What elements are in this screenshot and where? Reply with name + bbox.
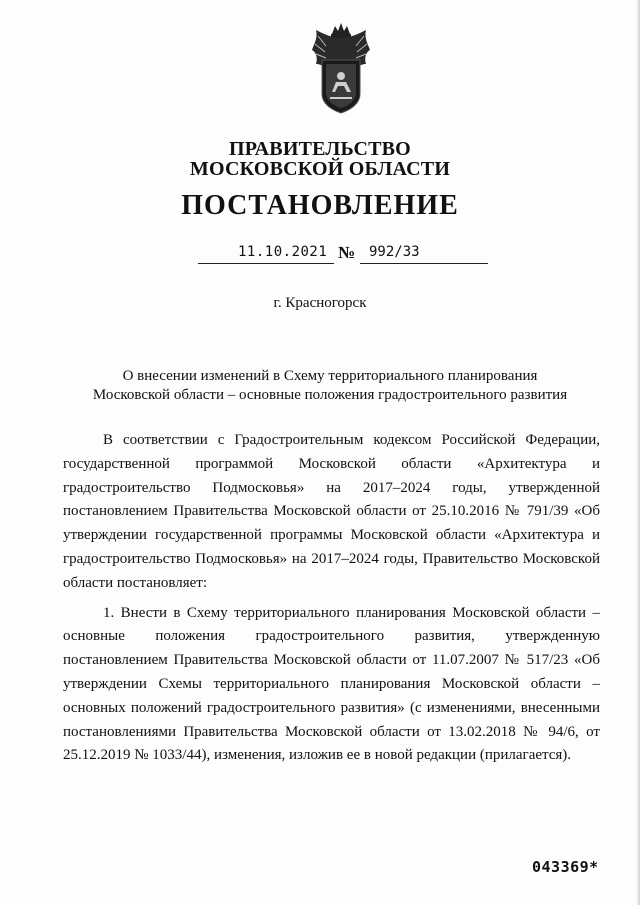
subject-line2: Московской области – основные положения градостроительного развития <box>92 387 568 403</box>
registration-row <box>198 244 488 268</box>
coat-of-arms-icon <box>304 20 378 116</box>
document-subject <box>60 367 600 405</box>
body-paragraph-2: 1. Внести в Схему территориального планирования Московской области – основные положения градостроительного развития, утвержденную постановлением Правительства Московской области от 11.07.2007 № 517/23 «Об утверждении Схемы территориального планирования Московской области – основных положений градостроительного развития» (с изменениями, внесенными постановлениями Правительства Московской области от 13.02.2018 № 94/6, от 25.12.2019 № 1033/44), изменения, изложив ее в новой редакции (прилагается). <box>63 604 600 764</box>
subject-line1: О внесении изменений в Схему территориального планирования <box>122 368 538 384</box>
number-underline <box>360 263 488 264</box>
document-body <box>63 429 600 768</box>
document-type: ПОСТАНОВЛЕНИЕ <box>181 190 459 221</box>
date-underline <box>198 263 334 264</box>
serial-number: 043369* <box>532 858 599 876</box>
document-date: 11.10.2021 <box>238 244 328 260</box>
number-sign: № <box>338 243 356 262</box>
org-name-line1: ПРАВИТЕЛЬСТВО <box>229 138 411 160</box>
body-paragraph-1: В соответствии с Градостроительным кодексом Российской Федерации, государственной программой Московской области «Архитектура и градостроительство Подмосковья» на 2017–2024 годы, утвержденной постановлением Правительства Московской области от 25.10.2016 № 791/39 «Об утверждении государственной программы Московской области «Архитектура и градостроительство Подмосковья» на 2017–2024 годы, Правительство Московской области постановляет: <box>63 432 600 591</box>
org-name-line2: МОСКОВСКОЙ ОБЛАСТИ <box>189 158 451 180</box>
city: г. Красногорск <box>273 295 367 311</box>
document-number: 992/33 <box>369 244 420 260</box>
